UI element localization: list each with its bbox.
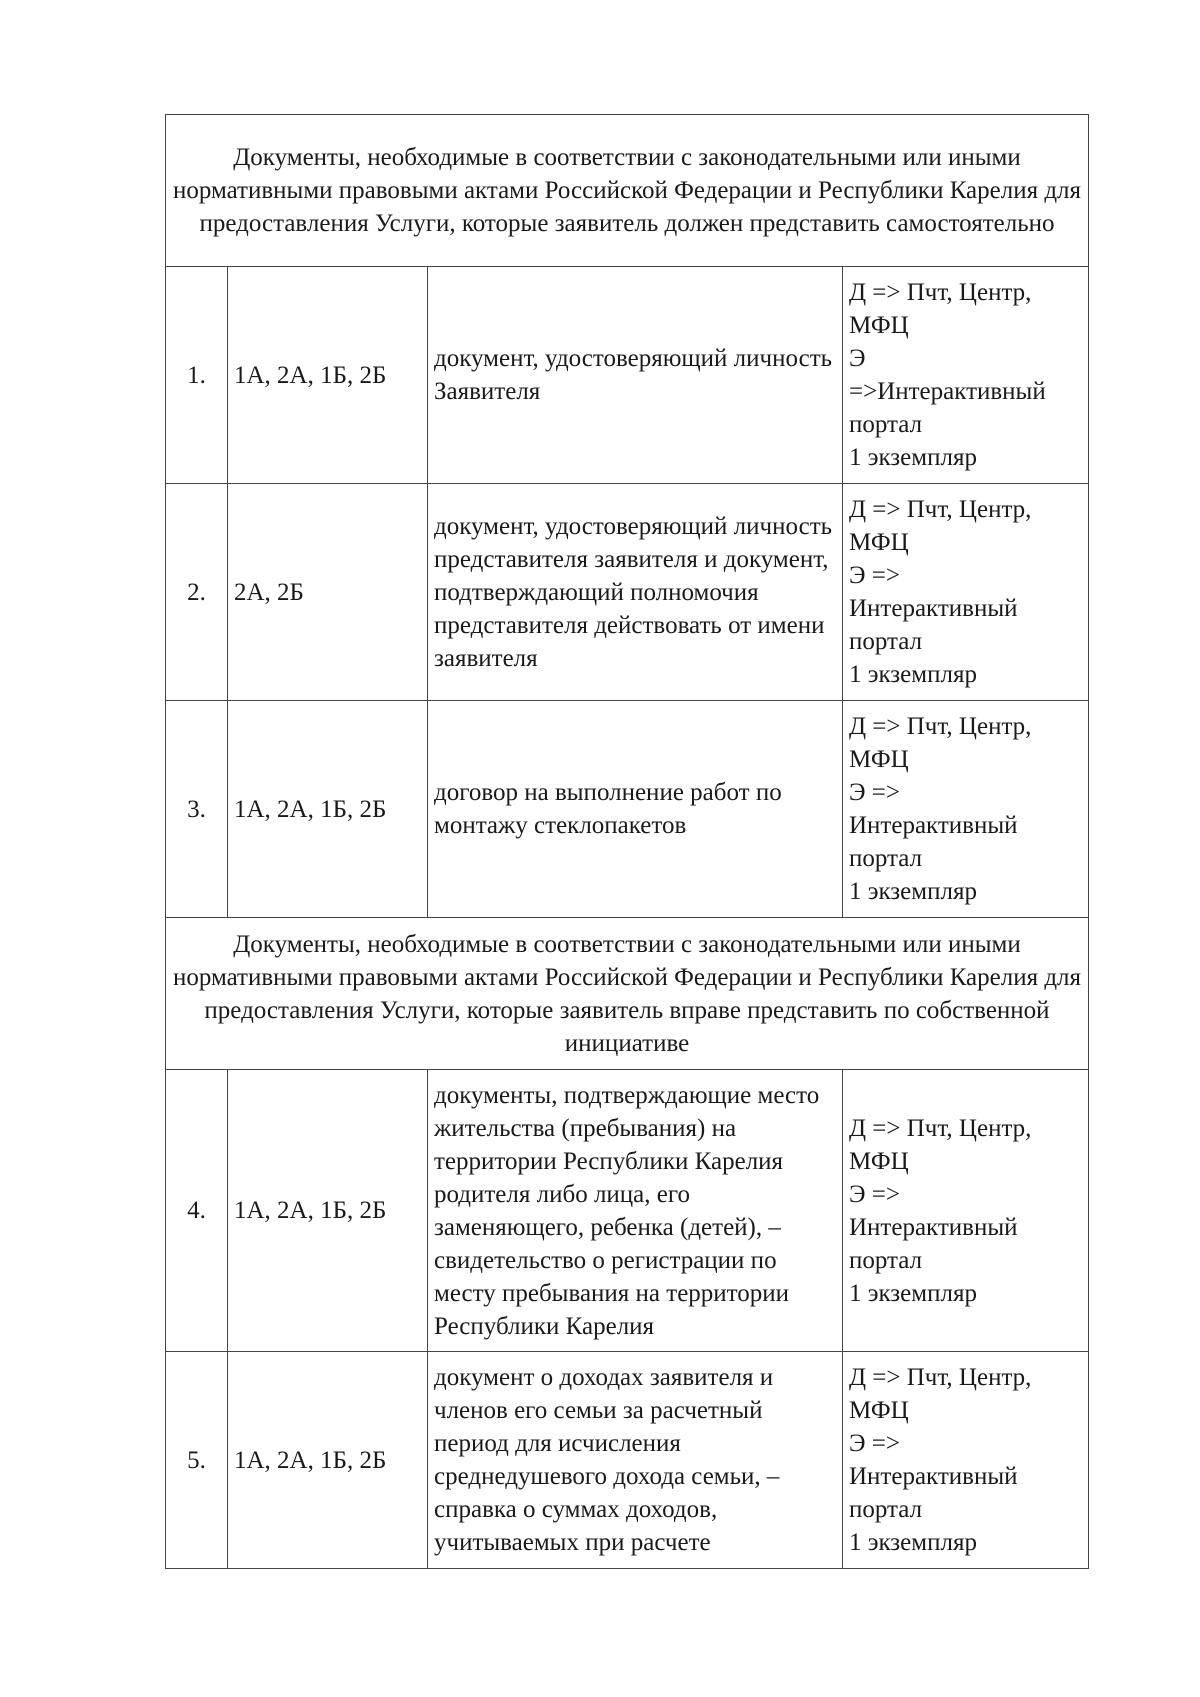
row-number: 3. (166, 701, 228, 918)
section-heading-required: Документы, необходимые в соответствии с законодательными или иными нормативными правовыми актами Российской Федерации и Республики Карелия для предоставления Услуги, которые заявитель должен представить самостоятельно (166, 115, 1089, 267)
row-number: 5. (166, 1352, 228, 1569)
table-row (166, 701, 1089, 918)
table-row (166, 1352, 1089, 1569)
submission-method: Д => Пчт, Центр, МФЦ Э => Интерактивный портал 1 экземпляр (843, 1352, 1089, 1569)
document-name: документ о доходах заявителя и членов его семьи за расчетный период для исчисления среднедушевого дохода семьи, – справка о суммах доходов, учитываемых при расчете (428, 1352, 843, 1569)
submission-method: Д => Пчт, Центр, МФЦ Э => Интерактивный портал 1 экземпляр (843, 1070, 1089, 1352)
applicant-categories: 1А, 2А, 1Б, 2Б (228, 701, 428, 918)
document-name: документ, удостоверяющий личность представителя заявителя и документ, подтверждающий полномочия представителя действовать от имени заявителя (428, 484, 843, 701)
table-row (166, 1070, 1089, 1352)
section-heading-row (166, 115, 1089, 267)
submission-method: Д => Пчт, Центр, МФЦ Э =>Интерактивный портал 1 экземпляр (843, 267, 1089, 484)
submission-method: Д => Пчт, Центр, МФЦ Э => Интерактивный портал 1 экземпляр (843, 484, 1089, 701)
applicant-categories: 2А, 2Б (228, 484, 428, 701)
applicant-categories: 1А, 2А, 1Б, 2Б (228, 1070, 428, 1352)
document-name: документ, удостоверяющий личность Заявителя (428, 267, 843, 484)
row-number: 1. (166, 267, 228, 484)
applicant-categories: 1А, 2А, 1Б, 2Б (228, 267, 428, 484)
row-number: 4. (166, 1070, 228, 1352)
applicant-categories: 1А, 2А, 1Б, 2Б (228, 1352, 428, 1569)
row-number: 2. (166, 484, 228, 701)
table-row (166, 267, 1089, 484)
section-heading-row (166, 918, 1089, 1070)
section-heading-optional: Документы, необходимые в соответствии с законодательными или иными нормативными правовыми актами Российской Федерации и Республики Карелия для предоставления Услуги, которые заявитель вправе представить по собственной инициативе (166, 918, 1089, 1070)
document-name: документы, подтверждающие место жительства (пребывания) на территории Республики Карелия родителя либо лица, его заменяющего, ребенка (детей), – свидетельство о регистрации по месту пребывания на территории Республики Карелия (428, 1070, 843, 1352)
documents-table (165, 114, 1089, 1569)
table-row (166, 484, 1089, 701)
document-name: договор на выполнение работ по монтажу стеклопакетов (428, 701, 843, 918)
submission-method: Д => Пчт, Центр, МФЦ Э => Интерактивный портал 1 экземпляр (843, 701, 1089, 918)
